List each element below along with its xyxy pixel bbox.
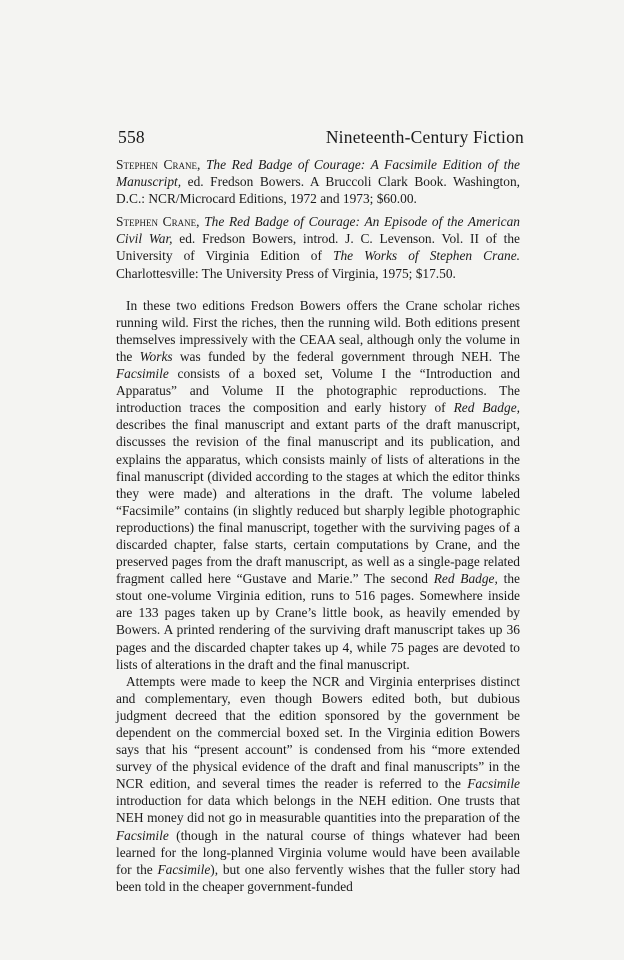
citation-details: ed. Fredson Bowers, introd. J. C. Levenson. Vol. II of the University of Virginia Edition of: [116, 231, 520, 264]
citation-author: Stephen Crane,: [116, 214, 200, 230]
citation-virginia-edition: [116, 213, 520, 281]
paragraph-2: Attempts were made to keep the NCR and Virginia enterprises distinct and complementary, even though Bowers edited both, but dubious judgment decreed that the edition sponsored by the government be dependent on the commercial boxed set. In the Virginia edition Bowers says that his “present account” is condensed from his “more extended survey of the physical evidence of the draft and final manuscripts” in the NCR edition, and several times the reader is referred to the Facsimile introduction for data which belongs in the NEH edition. One trusts that NEH money did not go in measurable quantities into the preparation of the Facsimile (though in the natural course of things whatever had been learned for the long-planned Virginia volume would have been available for the Facsimile), but one also fervently wishes that the fuller story had been told in the cheaper government-funded: [116, 673, 520, 894]
citation-title: The Red Badge of Courage: A Facsimile Edition of the Manuscript,: [116, 157, 520, 190]
paragraph-1: In these two editions Fredson Bowers offers the Crane scholar riches running wild. First the riches, then the running wild. Both editions present themselves impressively with the CEAA seal, although only the volume in the Works was funded by the federal government through NEH. The Facsimile consists of a boxed set, Volume I the “Introduction and Apparatus” and Volume II the photographic reproductions. The introduction traces the composition and early history of Red Badge, describes the final manuscript and extant parts of the draft manuscript, discusses the revision of the final manuscript and its publication, and explains the apparatus, which consists mainly of lists of alterations in the final manuscript (divided according to the stages at which the editor thinks they were made) and alterations in the draft. The volume labeled “Facsimile” contains (in slightly reduced but sharply legible photographic reproductions) the final manuscript, together with the surviving pages of a discarded chapter, false starts, certain computations by Crane, and the preserved pages from the draft manuscript, as well as a single-page related fragment called here “Gustave and Marie.” The second Red Badge, the stout one-volume Virginia edition, runs to 516 pages. Somewhere inside are 133 pages taken up by Crane’s little book, as heavily emended by Bowers. A printed rendering of the surviving draft manuscript takes up 36 pages and the discarded chapter takes up 4, while 75 pages are devoted to lists of alterations in the draft and the final manuscript.: [116, 297, 520, 672]
citation-author: Stephen Crane,: [116, 157, 201, 172]
citation-facsimile-edition: [116, 156, 520, 207]
citation-series-title: The Works of Stephen Crane.: [333, 248, 521, 264]
running-header: [118, 127, 524, 148]
citation-details: ed. Fredson Bowers. A Bruccoli Clark Book. Washington, D.C.: NCR/Microcard Editions, 1972 and 1973; $60.00.: [116, 174, 520, 207]
journal-title: Nineteenth-Century Fiction: [325, 127, 524, 147]
citation-title: The Red Badge of Courage: An Episode of the American Civil War,: [116, 214, 520, 247]
page-number: 558: [118, 127, 145, 147]
citation-publisher: Charlottesville: The University Press of Virginia, 1975; $17.50.: [116, 265, 456, 281]
article-body: [116, 156, 520, 895]
